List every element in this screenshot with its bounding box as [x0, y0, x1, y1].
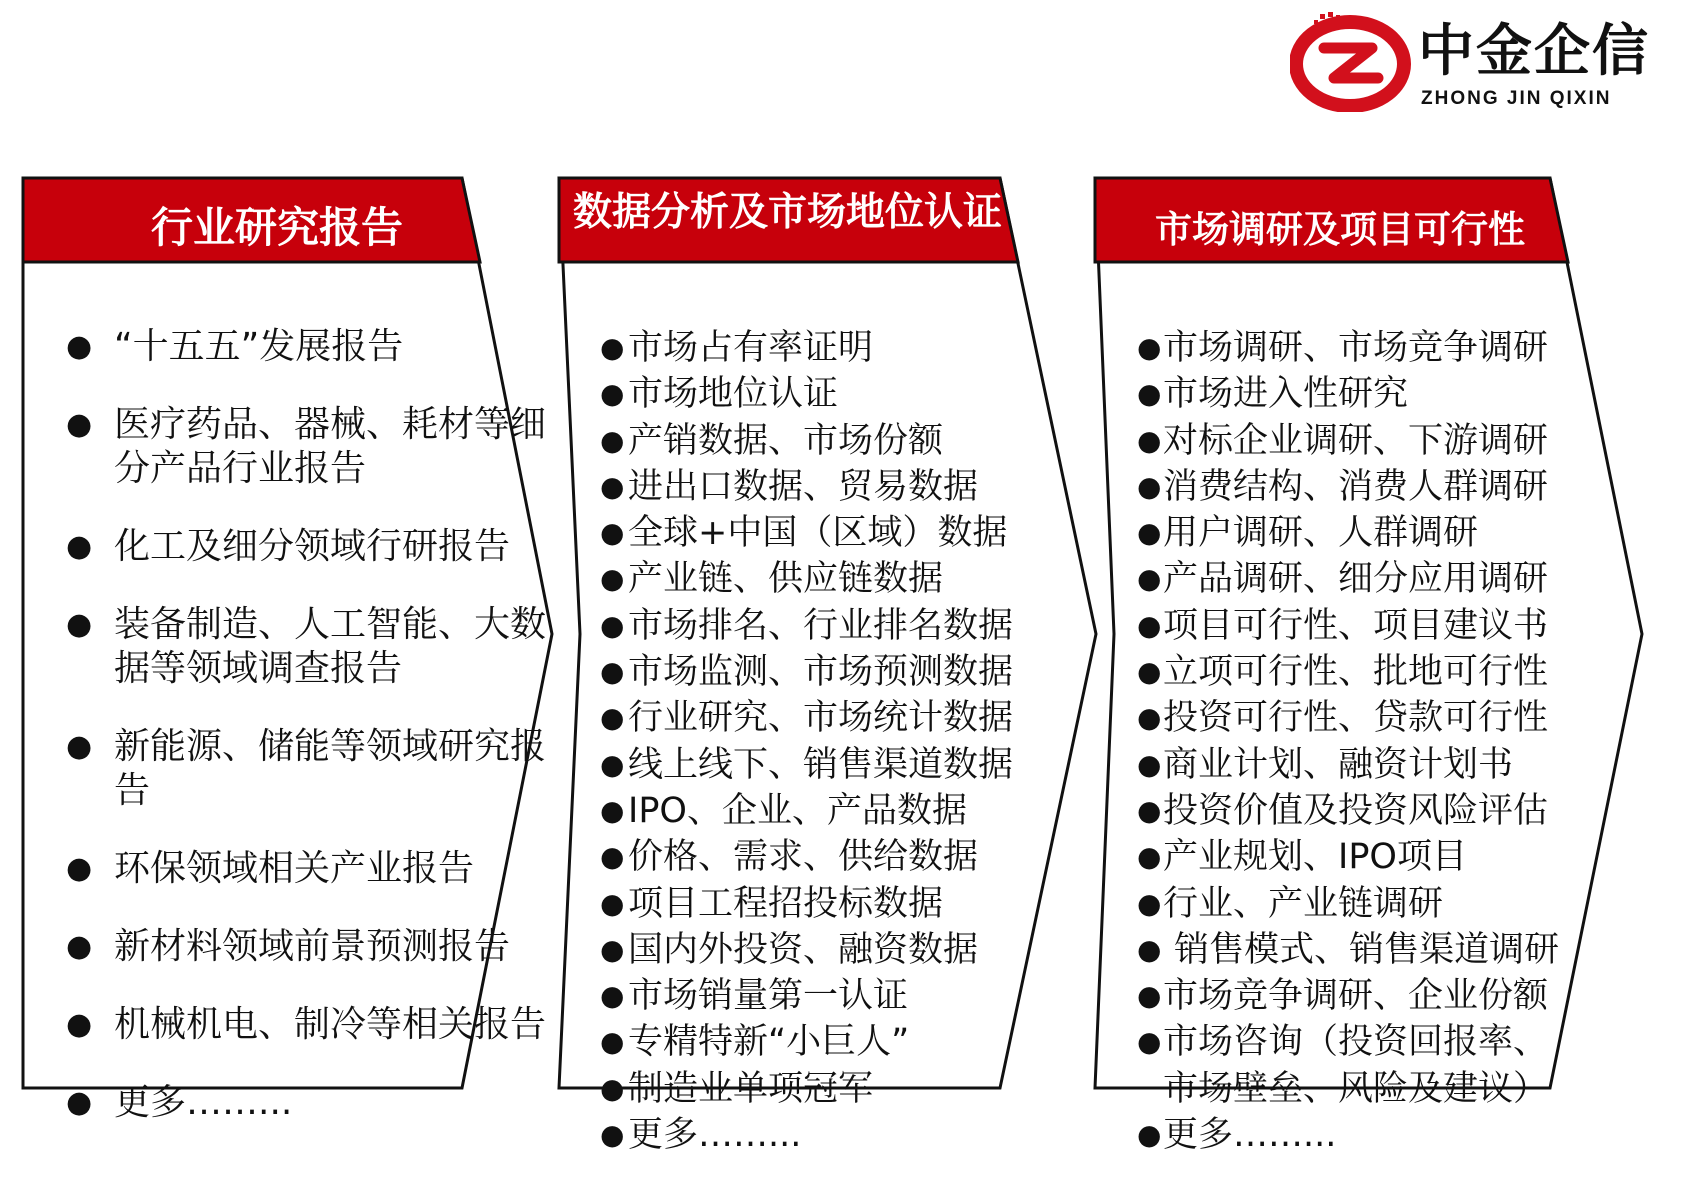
list-item: ● 用户调研、人群调研 — [1137, 510, 1647, 556]
panel-title: 行业研究报告 — [150, 203, 403, 252]
bullet-icon: ● — [1137, 423, 1162, 457]
list-item: ● 项目可行性、项目建议书 — [1137, 603, 1647, 649]
list-item: ● 产销数据、市场份额 — [600, 418, 1090, 464]
bullet-icon: ● — [1137, 516, 1162, 550]
bullet-icon: ● — [66, 529, 93, 564]
bullet-icon: ● — [1137, 1025, 1162, 1059]
panel-item-list — [600, 325, 1090, 1158]
list-item: ● 立项可行性、批地可行性 — [1137, 649, 1647, 695]
list-item: ● 装备制造、人工智能、大数据等领域调查报告 — [66, 604, 547, 689]
list-item: ● 市场监测、市场预测数据 — [600, 649, 1090, 695]
list-item: ● 市场竞争调研、企业份额 — [1137, 973, 1647, 1019]
list-item: ● 更多……... — [1137, 1112, 1647, 1158]
list-item: ● 投资价值及投资风险评估 — [1137, 788, 1647, 834]
bullet-icon: ● — [1137, 1118, 1162, 1152]
bullet-icon: ● — [600, 840, 625, 874]
bullet-icon: ● — [66, 1085, 93, 1120]
list-item: ● 价格、需求、供给数据 — [600, 834, 1090, 880]
bullet-icon: ● — [600, 1025, 625, 1059]
list-item: ● 市场地位认证 — [600, 371, 1090, 417]
panel-title: 市场调研及项目可行性 — [1155, 208, 1525, 251]
bullet-icon: ● — [66, 407, 93, 442]
bullet-icon: ● — [600, 747, 625, 781]
bullet-icon: ● — [66, 329, 93, 364]
list-item: ● 行业、产业链调研 — [1137, 881, 1647, 927]
list-item: ● 投资可行性、贷款可行性 — [1137, 695, 1647, 741]
list-item: ● 销售模式、销售渠道调研 — [1137, 927, 1647, 973]
list-item: ● 产品调研、细分应用调研 — [1137, 556, 1647, 602]
list-item: ● 市场占有率证明 — [600, 325, 1090, 371]
list-item: ● 全球+中国（区域）数据 — [600, 510, 1090, 556]
list-item: ● 新能源、储能等领域研究报告 — [66, 726, 547, 811]
bullet-icon: ● — [1137, 655, 1162, 689]
bullet-icon: ● — [1137, 331, 1162, 364]
bullet-icon: ● — [1137, 377, 1162, 411]
bullet-icon: ● — [1137, 979, 1162, 1013]
list-item: ● 市场销量第一认证 — [600, 973, 1090, 1019]
list-item: ● 制造业单项冠军 — [600, 1066, 1090, 1112]
list-item: ● 市场咨询（投资回报率、 市场壁垒、风险及建议） — [1137, 1019, 1647, 1112]
bullet-icon: ● — [1137, 793, 1162, 827]
bullet-icon: ● — [1137, 608, 1162, 642]
list-item: ● 化工及细分领域行研报告 — [66, 526, 511, 567]
panel-market-survey — [1094, 178, 1674, 1178]
bullet-icon: ● — [600, 608, 625, 642]
bullet-icon: ● — [1137, 932, 1162, 966]
list-item: ● 消费结构、消费人群调研 — [1137, 464, 1647, 510]
list-item: ● 进出口数据、贸易数据 — [600, 464, 1090, 510]
list-item: ● 线上线下、销售渠道数据 — [600, 742, 1090, 788]
list-item: ● 行业研究、市场统计数据 — [600, 695, 1090, 741]
list-item: ● 专精特新“小巨人” — [600, 1019, 1090, 1065]
bullet-icon: ● — [1137, 469, 1162, 503]
panel-item-list — [1137, 325, 1647, 1158]
bullet-icon: ● — [66, 851, 93, 886]
bullet-icon: ● — [600, 377, 625, 411]
list-item: ● 机械机电、制冷等相关报告 — [66, 1004, 547, 1045]
panel-title: 数据分析及市场地位认证 — [573, 190, 1003, 235]
bullet-icon: ● — [600, 562, 625, 596]
bullet-icon: ● — [600, 1118, 625, 1152]
bullet-icon: ● — [600, 655, 625, 689]
list-item: ● IPO、企业、产品数据 — [600, 788, 1090, 834]
bullet-icon: ● — [66, 729, 93, 764]
list-item: ● 产业链、供应链数据 — [600, 556, 1090, 602]
bullet-icon: ● — [600, 423, 625, 457]
list-item: ● 国内外投资、融资数据 — [600, 927, 1090, 973]
panel-item-list — [66, 325, 566, 1159]
list-item: ● 商业计划、融资计划书 — [1137, 742, 1647, 788]
list-item: ● 市场进入性研究 — [1137, 371, 1647, 417]
panel-data-analysis — [558, 178, 1138, 1178]
list-item: ● 对标企业调研、下游调研 — [1137, 418, 1647, 464]
logo-mark-icon — [1290, 12, 1412, 112]
bullet-icon: ● — [1137, 701, 1162, 735]
list-item: ● 项目工程招投标数据 — [600, 881, 1090, 927]
bullet-icon: ● — [1137, 886, 1162, 920]
bullet-icon: ● — [1137, 840, 1162, 874]
bullet-icon: ● — [600, 516, 625, 550]
bullet-icon: ● — [66, 1007, 93, 1042]
list-item: ● 医疗药品、器械、耗材等细分产品行业报告 — [66, 404, 547, 489]
list-item: ● 新材料领域前景预测报告 — [66, 926, 511, 967]
bullet-icon: ● — [66, 929, 93, 964]
panel-industry-research — [22, 178, 602, 1178]
list-item: ● 更多……... — [66, 1082, 293, 1123]
list-item: ● “十五五”发展报告 — [66, 326, 404, 367]
logo-name-en: ZHONG JIN QIXIN — [1421, 88, 1612, 109]
list-item: ● 产业规划、IPO项目 — [1137, 834, 1647, 880]
bullet-icon: ● — [66, 607, 93, 642]
bullet-icon: ● — [1137, 562, 1162, 596]
bullet-icon: ● — [1137, 747, 1162, 781]
bullet-icon: ● — [600, 469, 625, 503]
bullet-icon: ● — [600, 331, 625, 364]
bullet-icon: ● — [600, 979, 625, 1013]
bullet-icon: ● — [600, 1071, 625, 1105]
bullet-icon: ● — [600, 701, 625, 735]
company-logo — [1290, 12, 1680, 112]
list-item: ● 环保领域相关产业报告 — [66, 848, 475, 889]
bullet-icon: ● — [600, 886, 625, 920]
logo-name-cn: 中金企信 — [1418, 19, 1650, 84]
list-item: ● 更多……... — [600, 1112, 1090, 1158]
list-item: ● 市场调研、市场竞争调研 — [1137, 325, 1647, 371]
bullet-icon: ● — [600, 932, 625, 966]
bullet-icon: ● — [600, 793, 625, 827]
list-item: ● 市场排名、行业排名数据 — [600, 603, 1090, 649]
